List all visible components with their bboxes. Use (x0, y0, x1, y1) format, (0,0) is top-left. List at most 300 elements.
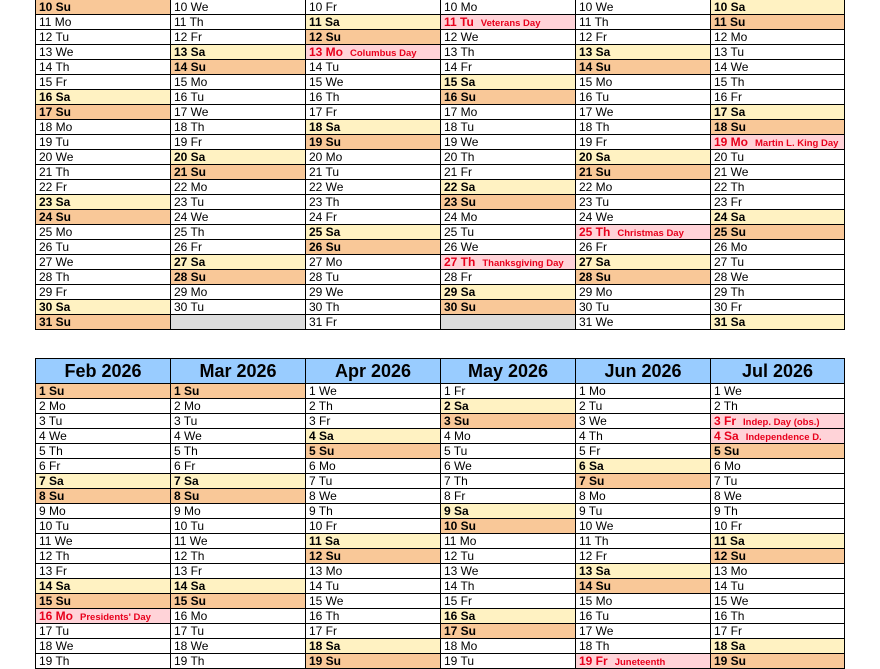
day-cell (711, 519, 845, 534)
day-label: 13 We (39, 45, 74, 59)
day-cell (711, 285, 845, 300)
day-label: 20 Sa (174, 150, 206, 164)
day-cell (306, 564, 441, 579)
day-cell (171, 105, 306, 120)
day-label: 15 Mo (579, 75, 613, 89)
holiday-cell (441, 15, 576, 30)
empty-day-cell (171, 315, 306, 330)
day-label: 16 Su (444, 90, 477, 104)
day-cell (576, 270, 711, 285)
day-label: 27 Tu (714, 255, 745, 269)
day-cell (306, 15, 441, 30)
day-cell (36, 564, 171, 579)
day-label: 15 Fr (39, 75, 68, 89)
day-cell (711, 534, 845, 549)
day-cell (441, 609, 576, 624)
month-header: Mar 2026 (171, 359, 306, 384)
day-label: 18 Sa (309, 639, 341, 653)
day-label: 14 Tu (714, 579, 745, 593)
day-cell (36, 399, 171, 414)
holiday-name: Presidents' Day (80, 612, 151, 623)
day-label: 16 Th (309, 90, 340, 104)
day-label: 5 Su (309, 444, 335, 458)
day-cell (576, 105, 711, 120)
day-label: 20 Sa (579, 150, 611, 164)
day-cell (711, 489, 845, 504)
day-label: 24 Mo (444, 210, 478, 224)
day-cell (441, 105, 576, 120)
day-cell (306, 654, 441, 669)
day-label: 1 Su (174, 384, 200, 398)
day-label: 27 Mo (309, 255, 343, 269)
day-label: 16 Mo (174, 609, 208, 623)
day-label: 26 Fr (579, 240, 608, 254)
day-label: 26 Su (309, 240, 342, 254)
day-label: 7 Sa (174, 474, 199, 488)
day-cell (441, 90, 576, 105)
day-cell (576, 240, 711, 255)
day-cell (36, 30, 171, 45)
day-cell (171, 474, 306, 489)
day-label: 4 Sa (714, 429, 739, 443)
month-header: May 2026 (441, 359, 576, 384)
calendar-top-section (35, 0, 845, 330)
day-label: 9 Mo (39, 504, 66, 518)
day-label: 14 Sa (174, 579, 206, 593)
day-label: 23 Fr (714, 195, 743, 209)
day-label: 16 Tu (174, 90, 205, 104)
day-cell (441, 180, 576, 195)
day-cell (576, 549, 711, 564)
day-cell (306, 399, 441, 414)
day-cell (711, 165, 845, 180)
holiday-name: Veterans Day (480, 18, 541, 29)
day-label: 3 Tu (39, 414, 63, 428)
day-label: 11 We (174, 534, 208, 548)
day-cell (306, 429, 441, 444)
day-cell (711, 564, 845, 579)
day-cell (441, 399, 576, 414)
day-label: 7 Su (579, 474, 605, 488)
day-cell (171, 195, 306, 210)
day-cell (36, 489, 171, 504)
day-cell (171, 444, 306, 459)
day-cell (711, 15, 845, 30)
day-label: 22 Sa (444, 180, 476, 194)
day-cell (576, 45, 711, 60)
day-cell (441, 60, 576, 75)
day-cell (441, 210, 576, 225)
day-label: 24 Sa (714, 210, 746, 224)
day-cell (171, 384, 306, 399)
day-label: 23 Tu (579, 195, 610, 209)
day-label: 17 We (174, 105, 209, 119)
day-label: 17 Fr (309, 624, 338, 638)
day-label: 28 Su (579, 270, 612, 284)
day-cell (441, 534, 576, 549)
day-cell (36, 75, 171, 90)
day-label: 31 Su (39, 315, 72, 329)
day-cell (441, 489, 576, 504)
day-label: 4 Th (579, 429, 603, 443)
day-label: 18 Tu (444, 120, 475, 134)
day-label: 15 Sa (444, 75, 476, 89)
day-cell (171, 75, 306, 90)
day-cell (306, 120, 441, 135)
day-label: 21 Th (39, 165, 70, 179)
day-label: 17 Sa (714, 105, 746, 119)
day-cell (171, 210, 306, 225)
day-cell (36, 120, 171, 135)
day-label: 2 Mo (174, 399, 201, 413)
day-label: 22 We (309, 180, 344, 194)
day-cell (576, 489, 711, 504)
day-label: 15 Su (39, 594, 72, 608)
day-cell (441, 519, 576, 534)
day-label: 8 We (309, 489, 337, 503)
day-label: 13 Fr (174, 564, 203, 578)
day-cell (36, 639, 171, 654)
day-cell (711, 150, 845, 165)
day-label: 22 Mo (174, 180, 208, 194)
day-cell (171, 150, 306, 165)
month-column (36, 0, 171, 330)
day-label: 11 Sa (309, 15, 340, 29)
calendar-bottom-section (35, 358, 845, 669)
day-cell (306, 165, 441, 180)
day-label: 25 Sa (309, 225, 341, 239)
day-cell (711, 474, 845, 489)
day-label: 26 Fr (174, 240, 203, 254)
day-label: 14 Tu (309, 60, 340, 74)
holiday-name: Thanksgiving Day (482, 258, 564, 269)
day-label: 31 We (579, 315, 614, 329)
day-cell (171, 534, 306, 549)
day-cell (36, 135, 171, 150)
day-cell (171, 459, 306, 474)
holiday-name: Indep. Day (obs.) (743, 417, 820, 428)
day-label: 13 Th (444, 45, 475, 59)
day-label: 5 Th (39, 444, 63, 458)
day-label: 19 Tu (39, 135, 70, 149)
holiday-name: Columbus Day (350, 48, 417, 59)
day-label: 26 Mo (714, 240, 748, 254)
day-cell (171, 594, 306, 609)
day-cell (576, 75, 711, 90)
day-label: 3 We (579, 414, 607, 428)
day-label: 6 Fr (174, 459, 196, 473)
day-label: 13 Mo (309, 45, 344, 59)
day-label: 13 Mo (714, 564, 748, 578)
day-label: 19 Th (174, 654, 205, 668)
day-cell (36, 225, 171, 240)
day-cell (711, 504, 845, 519)
day-label: 12 Fr (579, 549, 608, 563)
day-label: 6 Fr (39, 459, 61, 473)
day-label: 18 Mo (444, 639, 478, 653)
day-cell (36, 255, 171, 270)
day-label: 18 Th (579, 120, 610, 134)
day-label: 16 Sa (444, 609, 476, 623)
day-cell (171, 549, 306, 564)
day-label: 29 Fr (39, 285, 68, 299)
day-label: 1 Fr (444, 384, 466, 398)
day-label: 12 Th (174, 549, 205, 563)
day-label: 17 Mo (444, 105, 478, 119)
day-label: 10 Mo (444, 0, 478, 14)
day-cell (576, 564, 711, 579)
day-cell (576, 414, 711, 429)
day-cell (576, 120, 711, 135)
day-cell (36, 594, 171, 609)
day-label: 22 Fr (39, 180, 68, 194)
day-cell (576, 504, 711, 519)
day-cell (711, 60, 845, 75)
day-cell (711, 315, 845, 330)
day-cell (441, 504, 576, 519)
day-label: 17 Fr (309, 105, 338, 119)
day-label: 10 Fr (309, 0, 338, 14)
day-cell (171, 300, 306, 315)
day-cell (441, 549, 576, 564)
holiday-cell (711, 414, 845, 429)
day-label: 6 We (444, 459, 472, 473)
day-label: 4 We (174, 429, 202, 443)
day-cell (306, 180, 441, 195)
holiday-cell (711, 135, 845, 150)
day-cell (171, 180, 306, 195)
day-label: 15 We (714, 594, 749, 608)
holiday-cell (576, 225, 711, 240)
day-cell (576, 429, 711, 444)
day-label: 9 Th (309, 504, 333, 518)
day-label: 12 Th (39, 549, 70, 563)
day-cell (711, 240, 845, 255)
day-cell (306, 75, 441, 90)
day-cell (306, 105, 441, 120)
day-label: 9 Tu (579, 504, 603, 518)
day-label: 22 Mo (579, 180, 613, 194)
day-label: 12 Su (309, 30, 342, 44)
day-cell (306, 594, 441, 609)
day-label: 21 Su (579, 165, 612, 179)
day-label: 17 We (579, 624, 614, 638)
day-cell (711, 384, 845, 399)
day-cell (36, 285, 171, 300)
day-label: 2 Tu (579, 399, 603, 413)
day-cell (306, 195, 441, 210)
day-cell (171, 489, 306, 504)
month-column (441, 0, 576, 330)
day-cell (171, 45, 306, 60)
day-label: 10 Tu (39, 519, 70, 533)
day-cell (171, 519, 306, 534)
day-cell (711, 594, 845, 609)
day-cell (441, 639, 576, 654)
day-cell (171, 90, 306, 105)
day-cell (711, 579, 845, 594)
day-label: 5 Th (174, 444, 198, 458)
day-cell (36, 195, 171, 210)
day-label: 23 Tu (174, 195, 205, 209)
month-column (171, 359, 306, 669)
day-cell (36, 270, 171, 285)
day-label: 10 Fr (309, 519, 338, 533)
day-cell (711, 639, 845, 654)
day-cell (711, 75, 845, 90)
day-label: 7 Th (444, 474, 468, 488)
day-label: 14 Th (39, 60, 70, 74)
day-label: 3 Tu (174, 414, 198, 428)
day-cell (441, 624, 576, 639)
day-cell (171, 135, 306, 150)
day-cell (306, 459, 441, 474)
day-cell (576, 15, 711, 30)
day-label: 18 We (39, 639, 74, 653)
day-label: 10 Tu (174, 519, 205, 533)
day-label: 18 Sa (714, 639, 746, 653)
day-cell (306, 210, 441, 225)
day-label: 15 Mo (579, 594, 613, 608)
day-cell (36, 519, 171, 534)
day-label: 28 Su (174, 270, 207, 284)
day-label: 18 Th (174, 120, 205, 134)
day-cell (441, 240, 576, 255)
day-label: 14 Tu (309, 579, 340, 593)
day-label: 14 Su (579, 60, 612, 74)
day-label: 16 Th (714, 609, 745, 623)
day-label: 25 Tu (444, 225, 475, 239)
day-label: 13 Sa (579, 45, 611, 59)
day-label: 18 Th (579, 639, 610, 653)
month-header: Jul 2026 (711, 359, 845, 384)
day-cell (576, 579, 711, 594)
month-column (306, 0, 441, 330)
day-label: 30 Th (309, 300, 340, 314)
day-label: 20 We (39, 150, 74, 164)
day-label: 10 Su (444, 519, 477, 533)
day-cell (576, 210, 711, 225)
day-label: 15 Mo (174, 75, 208, 89)
day-label: 19 Tu (444, 654, 475, 668)
holiday-cell (711, 429, 845, 444)
day-cell (306, 474, 441, 489)
day-cell (36, 474, 171, 489)
day-label: 11 Th (174, 15, 204, 29)
day-label: 11 Th (579, 534, 609, 548)
day-cell (711, 0, 845, 15)
day-label: 15 Su (174, 594, 207, 608)
day-cell (441, 45, 576, 60)
day-label: 6 Sa (579, 459, 604, 473)
day-cell (171, 0, 306, 15)
day-label: 19 Mo (714, 135, 749, 149)
day-label: 8 We (714, 489, 742, 503)
day-cell (441, 594, 576, 609)
day-label: 22 Th (714, 180, 745, 194)
day-label: 11 Mo (444, 534, 477, 548)
day-cell (711, 609, 845, 624)
day-cell (36, 504, 171, 519)
day-cell (171, 240, 306, 255)
day-cell (441, 300, 576, 315)
day-cell (441, 384, 576, 399)
day-label: 10 Fr (714, 519, 743, 533)
day-cell (711, 399, 845, 414)
day-label: 19 Su (309, 654, 342, 668)
day-cell (306, 414, 441, 429)
day-cell (441, 414, 576, 429)
day-cell (171, 639, 306, 654)
day-cell (306, 270, 441, 285)
month-column (576, 359, 711, 669)
day-cell (306, 624, 441, 639)
day-label: 27 Sa (579, 255, 611, 269)
day-label: 11 Tu (444, 15, 474, 29)
day-label: 18 Mo (39, 120, 73, 134)
day-label: 2 Th (714, 399, 738, 413)
day-label: 14 Fr (444, 60, 473, 74)
day-label: 14 Su (579, 579, 612, 593)
day-cell (306, 444, 441, 459)
day-label: 30 Su (444, 300, 477, 314)
day-label: 17 Tu (174, 624, 205, 638)
day-cell (576, 135, 711, 150)
day-cell (171, 30, 306, 45)
day-cell (576, 624, 711, 639)
day-cell (306, 90, 441, 105)
day-label: 28 We (714, 270, 749, 284)
day-label: 3 Fr (309, 414, 331, 428)
day-label: 26 We (444, 240, 479, 254)
day-label: 28 Th (39, 270, 70, 284)
day-cell (306, 255, 441, 270)
day-cell (711, 225, 845, 240)
day-label: 13 Sa (579, 564, 611, 578)
day-label: 18 We (174, 639, 209, 653)
day-cell (171, 504, 306, 519)
day-cell (171, 564, 306, 579)
day-cell (711, 30, 845, 45)
day-cell (441, 459, 576, 474)
day-label: 13 Fr (39, 564, 68, 578)
month-header: Jun 2026 (576, 359, 711, 384)
day-cell (711, 270, 845, 285)
day-cell (306, 384, 441, 399)
day-cell (576, 534, 711, 549)
day-cell (441, 444, 576, 459)
day-cell (711, 120, 845, 135)
day-cell (576, 0, 711, 15)
day-cell (171, 285, 306, 300)
day-cell (306, 579, 441, 594)
day-label: 9 Mo (174, 504, 201, 518)
day-label: 11 Th (579, 15, 609, 29)
day-label: 17 Su (444, 624, 477, 638)
day-cell (711, 195, 845, 210)
day-cell (711, 105, 845, 120)
day-cell (306, 315, 441, 330)
day-label: 30 Fr (714, 300, 743, 314)
day-cell (36, 444, 171, 459)
day-cell (171, 255, 306, 270)
day-cell (171, 270, 306, 285)
day-cell (576, 609, 711, 624)
day-label: 16 Sa (39, 90, 71, 104)
day-cell (306, 225, 441, 240)
day-label: 17 We (579, 105, 614, 119)
day-label: 13 Sa (174, 45, 206, 59)
